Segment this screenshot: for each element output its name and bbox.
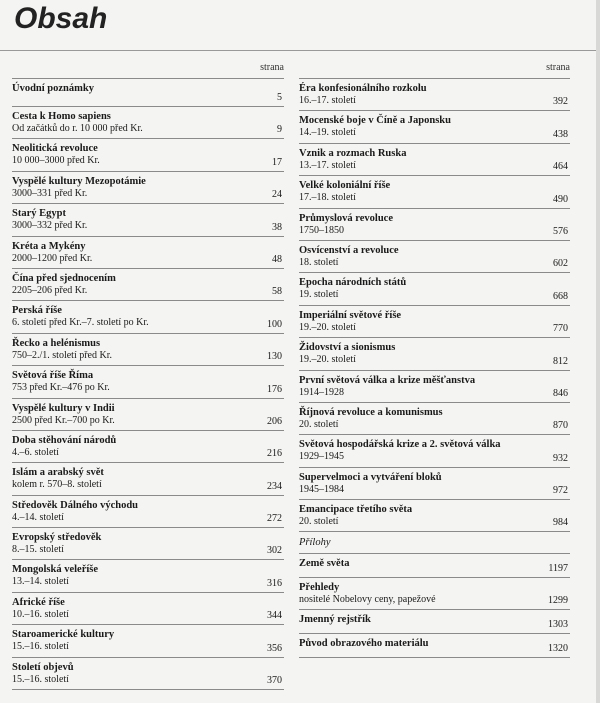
toc-entry[interactable]: [12, 269, 284, 301]
toc-entry-title: Země světa: [299, 558, 350, 570]
toc-entry-page-number: 438: [553, 128, 568, 140]
toc-list-right: [299, 79, 570, 532]
toc-entry[interactable]: [299, 500, 570, 532]
toc-entry-page-number: 130: [267, 351, 282, 363]
toc-column-left: [12, 62, 284, 690]
toc-entry[interactable]: [12, 334, 284, 366]
toc-entry-subtitle: kolem r. 570–8. století: [12, 479, 102, 491]
toc-entry-page-number: 100: [267, 318, 282, 330]
toc-entry-page-number: 932: [553, 452, 568, 464]
toc-entry-title: Islám a arabský svět: [12, 467, 104, 479]
toc-entry-subtitle: Od začátků do r. 10 000 před Kr.: [12, 123, 143, 134]
appendix-label: Přílohy: [299, 532, 570, 554]
toc-entry-page-number: 1303: [548, 619, 568, 631]
toc-entry[interactable]: [299, 403, 570, 435]
toc-entry[interactable]: [12, 107, 284, 139]
toc-entry-subtitle: 1929–1945: [299, 451, 344, 463]
toc-entry-title: Africké říše: [12, 596, 65, 608]
toc-entry-page-number: 1320: [548, 643, 568, 655]
toc-entry-page-number: 812: [553, 355, 568, 367]
toc-entry-title: Středověk Dálného východu: [12, 499, 139, 511]
toc-entry-page-number: 48: [272, 253, 282, 265]
toc-entry-page-number: 344: [267, 610, 282, 622]
toc-entry-page-number: 234: [267, 480, 282, 492]
toc-entry[interactable]: [12, 528, 284, 560]
toc-entry[interactable]: [299, 554, 570, 578]
toc-entry[interactable]: [12, 399, 284, 431]
toc-entry[interactable]: [299, 176, 570, 208]
toc-entry-subtitle: 15.–16. století: [12, 641, 69, 653]
toc-entry-subtitle: 1945–1984: [299, 483, 344, 495]
toc-entry[interactable]: [12, 625, 284, 657]
toc-entry-title: Éra konfesionálního rozkolu: [299, 83, 427, 94]
toc-entry-title: Neolitická revoluce: [12, 143, 98, 155]
toc-entry-page-number: 846: [553, 387, 568, 399]
toc-entry-page-number: 316: [267, 577, 282, 589]
toc-list-appendix: [299, 554, 570, 658]
toc-entry-title: Cesta k Homo sapiens: [12, 111, 111, 122]
toc-entry-subtitle: 17.–18. století: [299, 192, 356, 204]
toc-entry-page-number: 272: [267, 513, 282, 525]
toc-entry-page-number: 9: [277, 124, 282, 136]
toc-entry[interactable]: [12, 431, 284, 463]
toc-entry-title: Evropský středověk: [12, 532, 102, 544]
toc-entry[interactable]: [12, 366, 284, 398]
toc-entry-page-number: 302: [267, 545, 282, 557]
toc-entry-subtitle: 2500 před Kr.–700 po Kr.: [12, 414, 115, 426]
toc-entry-title: Řecko a helénismus: [12, 337, 101, 349]
toc-entry-title: Čína před sjednocením: [12, 272, 116, 284]
page-edge: [596, 0, 600, 703]
toc-entry-page-number: 602: [553, 258, 568, 270]
toc-entry-page-number: 972: [553, 485, 568, 497]
toc-entry[interactable]: [12, 463, 284, 495]
toc-entry-title: Židovství a sionismus: [299, 342, 396, 354]
toc-entry-subtitle: 1914–1928: [299, 386, 344, 398]
toc-entry[interactable]: [299, 435, 570, 467]
toc-entry-page-number: 5: [277, 92, 282, 103]
toc-entry-title: Kréta a Mykény: [12, 240, 86, 252]
toc-entry-subtitle: 16.–17. století: [299, 95, 356, 106]
toc-entry[interactable]: [299, 578, 570, 610]
toc-entry[interactable]: [299, 111, 570, 143]
toc-entry-page-number: 668: [553, 290, 568, 302]
toc-entry-title: Vyspělé kultury v Indii: [12, 402, 115, 414]
toc-entry-title: Století objevů: [12, 661, 74, 673]
toc-entry-title: Emancipace třetího světa: [299, 504, 413, 516]
toc-entry[interactable]: [299, 371, 570, 403]
toc-entry-subtitle: 10 000–3000 před Kr.: [12, 155, 100, 167]
toc-entry-page-number: 58: [272, 286, 282, 298]
toc-column-right: [299, 62, 570, 658]
toc-entry-title: Perská říše: [12, 305, 62, 317]
toc-entry[interactable]: [12, 658, 284, 690]
toc-entry-title: Říjnová revoluce a komunismus: [299, 406, 443, 418]
toc-entry-title: Přehledy: [299, 582, 340, 594]
toc-entry-subtitle: 3000–331 před Kr.: [12, 187, 88, 199]
page-column-header: strana: [299, 62, 570, 79]
toc-entry-subtitle: 20. století: [299, 516, 339, 528]
toc-entry[interactable]: [299, 144, 570, 176]
toc-entry-title: Průmyslová revoluce: [299, 212, 393, 224]
toc-entry-page-number: 38: [272, 221, 282, 233]
toc-entry-page-number: 1299: [548, 595, 568, 607]
toc-entry-subtitle: 750–2./1. století před Kr.: [12, 349, 112, 361]
toc-entry-subtitle: 8.–15. století: [12, 544, 64, 556]
toc-entry-subtitle: 18. století: [299, 256, 339, 268]
toc-entry-subtitle: 20. století: [299, 418, 339, 430]
toc-entry-title: Vznik a rozmach Ruska: [299, 147, 407, 159]
toc-entry-page-number: 770: [553, 323, 568, 335]
toc-entry[interactable]: [12, 172, 284, 204]
toc-entry-subtitle: 2000–1200 před Kr.: [12, 252, 93, 264]
toc-entry-subtitle: 753 před Kr.–476 po Kr.: [12, 382, 110, 394]
toc-entry-page-number: 464: [553, 161, 568, 173]
toc-entry-subtitle: 19.–20. století: [299, 354, 356, 366]
toc-entry-page-number: 576: [553, 225, 568, 237]
toc-entry-title: Jmenný rejstřík: [299, 614, 371, 626]
toc-entry[interactable]: [12, 79, 284, 107]
toc-list-left: [12, 79, 284, 690]
toc-entry-title: Původ obrazového materiálu: [299, 638, 429, 650]
toc-entry-page-number: 176: [267, 383, 282, 395]
toc-entry-page-number: 490: [553, 193, 568, 205]
toc-entry[interactable]: [12, 237, 284, 269]
toc-entry-title: Staroamerické kultury: [12, 629, 115, 641]
toc-entry-page-number: 356: [267, 642, 282, 654]
title-divider: [0, 50, 600, 51]
toc-entry[interactable]: [12, 496, 284, 528]
page-column-header: strana: [12, 62, 284, 79]
toc-entry[interactable]: [299, 273, 570, 305]
toc-entry-title: Světová říše Říma: [12, 370, 94, 382]
toc-entry-subtitle: 13.–14. století: [12, 576, 69, 588]
toc-entry-subtitle: 10.–16. století: [12, 608, 69, 620]
toc-entry-page-number: 216: [267, 448, 282, 460]
toc-entry-page-number: 17: [272, 156, 282, 168]
toc-entry-title: Doba stěhování národů: [12, 434, 117, 446]
toc-entry[interactable]: [299, 338, 570, 370]
toc-entry-subtitle: 13.–17. století: [299, 159, 356, 171]
toc-entry-title: Epocha národních států: [299, 277, 407, 289]
page-title: Obsah: [14, 2, 108, 35]
toc-entry-page-number: 24: [272, 189, 282, 201]
toc-entry[interactable]: [299, 79, 570, 111]
toc-entry-page-number: 392: [553, 96, 568, 108]
toc-entry-subtitle: 1750–1850: [299, 224, 344, 236]
toc-entry[interactable]: [299, 306, 570, 338]
toc-entry-title: Mocenské boje v Číně a Japonsku: [299, 115, 451, 127]
toc-entry-page-number: 1197: [548, 563, 568, 575]
toc-entry-subtitle: 6. století před Kr.–7. století po Kr.: [12, 317, 149, 329]
toc-entry-subtitle: 4.–14. století: [12, 511, 64, 523]
toc-entry[interactable]: [12, 593, 284, 625]
toc-entry-subtitle: 2205–206 před Kr.: [12, 284, 88, 296]
toc-entry[interactable]: [299, 241, 570, 273]
toc-entry-title: Úvodní poznámky: [12, 83, 94, 94]
toc-entry-page-number: 984: [553, 517, 568, 529]
toc-entry-title: Supervelmoci a vytváření bloků: [299, 471, 442, 483]
toc-entry-title: Starý Egypt: [12, 208, 66, 220]
toc-entry-subtitle: 19.–20. století: [299, 321, 356, 333]
toc-entry[interactable]: [12, 204, 284, 236]
toc-entry-title: Mongolská veleříše: [12, 564, 99, 576]
toc-entry-subtitle: 4.–6. století: [12, 446, 59, 458]
toc-entry[interactable]: [12, 139, 284, 171]
toc-entry-page-number: 370: [267, 675, 282, 687]
toc-entry[interactable]: [12, 301, 284, 333]
toc-entry-title: První světová válka a krize měšťanstva: [299, 374, 476, 386]
toc-entry-page-number: 206: [267, 415, 282, 427]
toc-entry[interactable]: [299, 634, 570, 658]
toc-entry-page-number: 870: [553, 420, 568, 432]
toc-entry[interactable]: [299, 610, 570, 634]
toc-entry-title: Osvícenství a revoluce: [299, 244, 399, 256]
toc-entry[interactable]: [12, 560, 284, 592]
toc-entry-subtitle: nositelé Nobelovy ceny, papežové: [299, 594, 436, 606]
toc-entry-title: Velké koloniální říše: [299, 180, 391, 192]
toc-entry-subtitle: 15.–16. století: [12, 673, 69, 685]
toc-entry-title: Světová hospodářská krize a 2. světová válka: [299, 439, 501, 451]
toc-entry[interactable]: [299, 209, 570, 241]
toc-entry-subtitle: 3000–332 před Kr.: [12, 220, 88, 232]
toc-entry-title: Vyspělé kultury Mezopotámie: [12, 175, 146, 187]
toc-entry-subtitle: 19. století: [299, 289, 339, 301]
toc-entry-title: Imperiální světové říše: [299, 309, 402, 321]
toc-entry[interactable]: [299, 468, 570, 500]
toc-entry-subtitle: 14.–19. století: [299, 127, 356, 139]
